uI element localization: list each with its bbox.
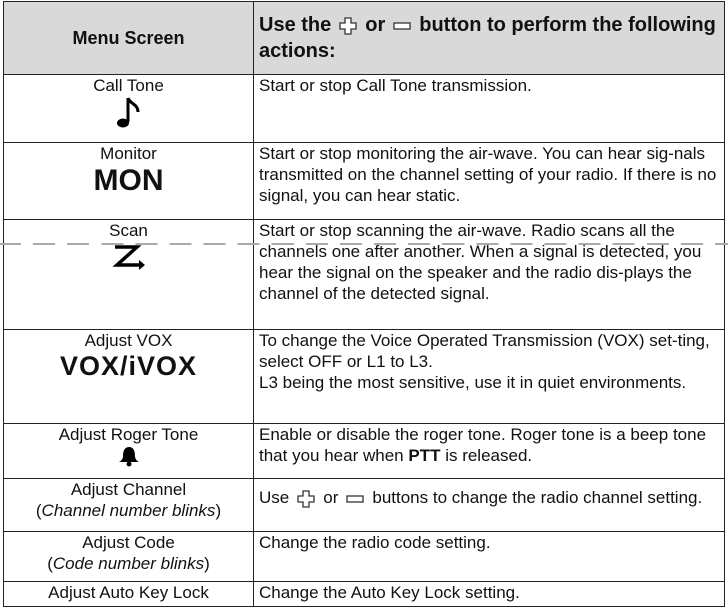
menu-cell: Adjust Code (Code number blinks) xyxy=(4,532,254,582)
dashed-divider xyxy=(0,243,728,245)
music-note-icon xyxy=(114,96,144,130)
header-text: or xyxy=(365,14,386,36)
minus-button-icon xyxy=(346,494,364,504)
header-actions xyxy=(254,2,725,75)
action-cell: Start or stop Call Tone transmission. xyxy=(254,75,725,143)
plus-button-icon xyxy=(297,490,315,508)
menu-label: Adjust Roger Tone xyxy=(58,425,199,444)
action-text: is released. xyxy=(445,446,533,465)
plus-button-icon xyxy=(339,17,357,35)
ptt-label: PTT xyxy=(408,446,441,465)
action-text: or xyxy=(323,488,339,507)
table-row xyxy=(4,479,725,532)
menu-cell: Adjust Channel (Channel number blinks) xyxy=(4,479,254,532)
menu-label: Call Tone xyxy=(93,76,164,95)
menu-label: Adjust VOX xyxy=(84,331,173,350)
vox-icon: VOX/iVOX xyxy=(59,351,198,381)
menu-label: Scan xyxy=(109,221,148,240)
action-cell xyxy=(254,330,725,424)
action-text: Use xyxy=(259,488,290,507)
table-header xyxy=(4,2,725,75)
table-row xyxy=(4,220,725,330)
table-row xyxy=(4,582,725,607)
action-text: To change the Voice Operated Transmission (VOX) set-ting, select OFF or L1 to L3. xyxy=(259,331,710,371)
action-cell xyxy=(254,424,725,479)
action-cell: Start or stop scanning the air-wave. Radio scans all the channels one after another. When a signal is detected, you hear the signal on the speaker and the radio dis-plays the channel of the detected signal. xyxy=(254,220,725,330)
table-row xyxy=(4,75,725,143)
menu-cell: Adjust Auto Key Lock xyxy=(4,582,254,607)
menu-sublabel: Code number blinks xyxy=(52,554,205,573)
menu-cell xyxy=(4,143,254,220)
menu-cell xyxy=(4,75,254,143)
table-row xyxy=(4,532,725,582)
action-cell: Change the Auto Key Lock setting. xyxy=(254,582,725,607)
header-text: button to perform the following actions: xyxy=(259,14,716,62)
table-row xyxy=(4,330,725,424)
menu-label: Adjust Code xyxy=(82,533,175,552)
header-menu-screen: Menu Screen xyxy=(4,2,254,75)
action-cell: Change the radio code setting. xyxy=(254,532,725,582)
menu-cell xyxy=(4,220,254,330)
action-cell: Start or stop monitoring the air-wave. You can hear sig-nals transmitted on the channel setting of your radio. If there is no signal, you can hear static. xyxy=(254,143,725,220)
header-text: Use the xyxy=(259,14,332,36)
table-row xyxy=(4,143,725,220)
mon-icon: MON xyxy=(93,164,164,197)
menu-table xyxy=(3,1,725,607)
action-text: L3 being the most sensitive, use it in quiet environments. xyxy=(259,373,687,392)
menu-cell xyxy=(4,330,254,424)
bell-icon xyxy=(118,445,140,467)
action-text: buttons to change the radio channel setting. xyxy=(372,488,703,507)
table-row xyxy=(4,424,725,479)
action-text: Enable or disable the roger tone. Roger tone is a beep tone that you hear when xyxy=(259,425,707,465)
action-cell xyxy=(254,479,725,532)
minus-button-icon xyxy=(393,21,411,31)
menu-label: Monitor xyxy=(100,144,157,163)
menu-cell xyxy=(4,424,254,479)
menu-label: Adjust Channel xyxy=(70,480,187,499)
scan-icon xyxy=(109,241,149,271)
menu-sublabel: Channel number blinks xyxy=(41,501,216,520)
